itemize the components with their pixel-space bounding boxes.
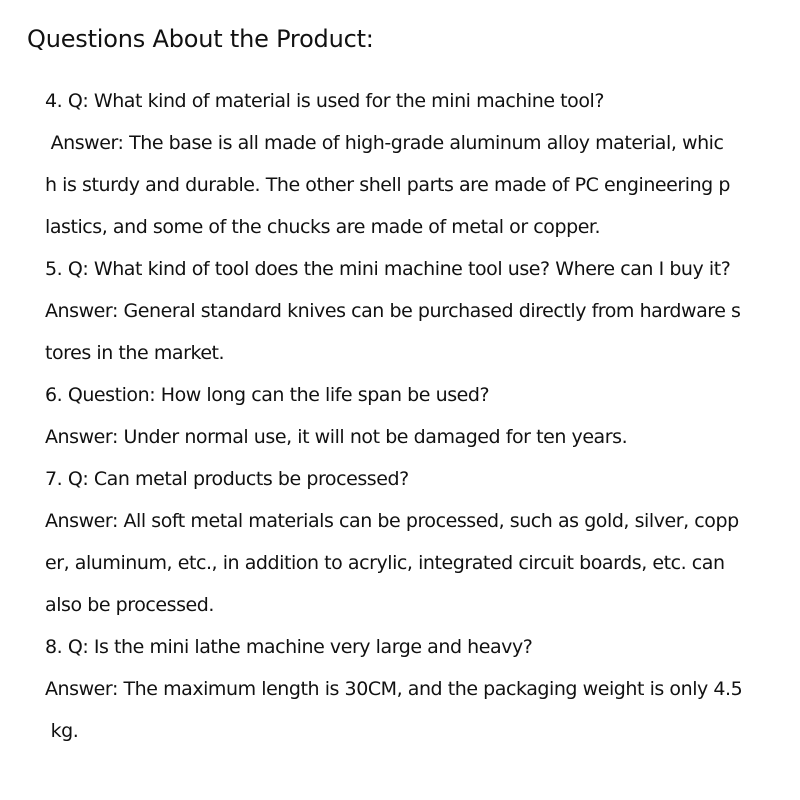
- question-5-line: 5. Q: What kind of tool does the mini machine tool use? Where can I buy it?: [45, 258, 731, 280]
- answer-8-line-2: kg.: [45, 720, 79, 742]
- answer-7-line-3: also be processed.: [45, 594, 214, 616]
- answer-4-line-2: h is sturdy and durable. The other shell parts are made of PC engineering p: [45, 174, 730, 196]
- answer-4-line-3: lastics, and some of the chucks are made of metal or copper.: [45, 216, 601, 238]
- answer-7-line-1: Answer: All soft metal materials can be processed, such as gold, silver, copp: [45, 510, 739, 532]
- answer-6-line: Answer: Under normal use, it will not be damaged for ten years.: [45, 426, 628, 448]
- question-4-line: 4. Q: What kind of material is used for the mini machine tool?: [45, 90, 604, 112]
- question-8-line: 8. Q: Is the mini lathe machine very large and heavy?: [45, 636, 533, 658]
- answer-5-line-2: tores in the market.: [45, 342, 225, 364]
- answer-8-line-1: Answer: The maximum length is 30CM, and the packaging weight is only 4.5: [45, 678, 743, 700]
- question-7-line: 7. Q: Can metal products be processed?: [45, 468, 409, 490]
- qa-list: [45, 84, 785, 756]
- answer-4-line-1: Answer: The base is all made of high-grade aluminum alloy material, whic: [45, 132, 724, 154]
- page-title: Questions About the Product:: [27, 25, 374, 53]
- answer-5-line-1: Answer: General standard knives can be purchased directly from hardware s: [45, 300, 741, 322]
- question-6-line: 6. Question: How long can the life span be used?: [45, 384, 490, 406]
- answer-7-line-2: er, aluminum, etc., in addition to acrylic, integrated circuit boards, etc. can: [45, 552, 725, 574]
